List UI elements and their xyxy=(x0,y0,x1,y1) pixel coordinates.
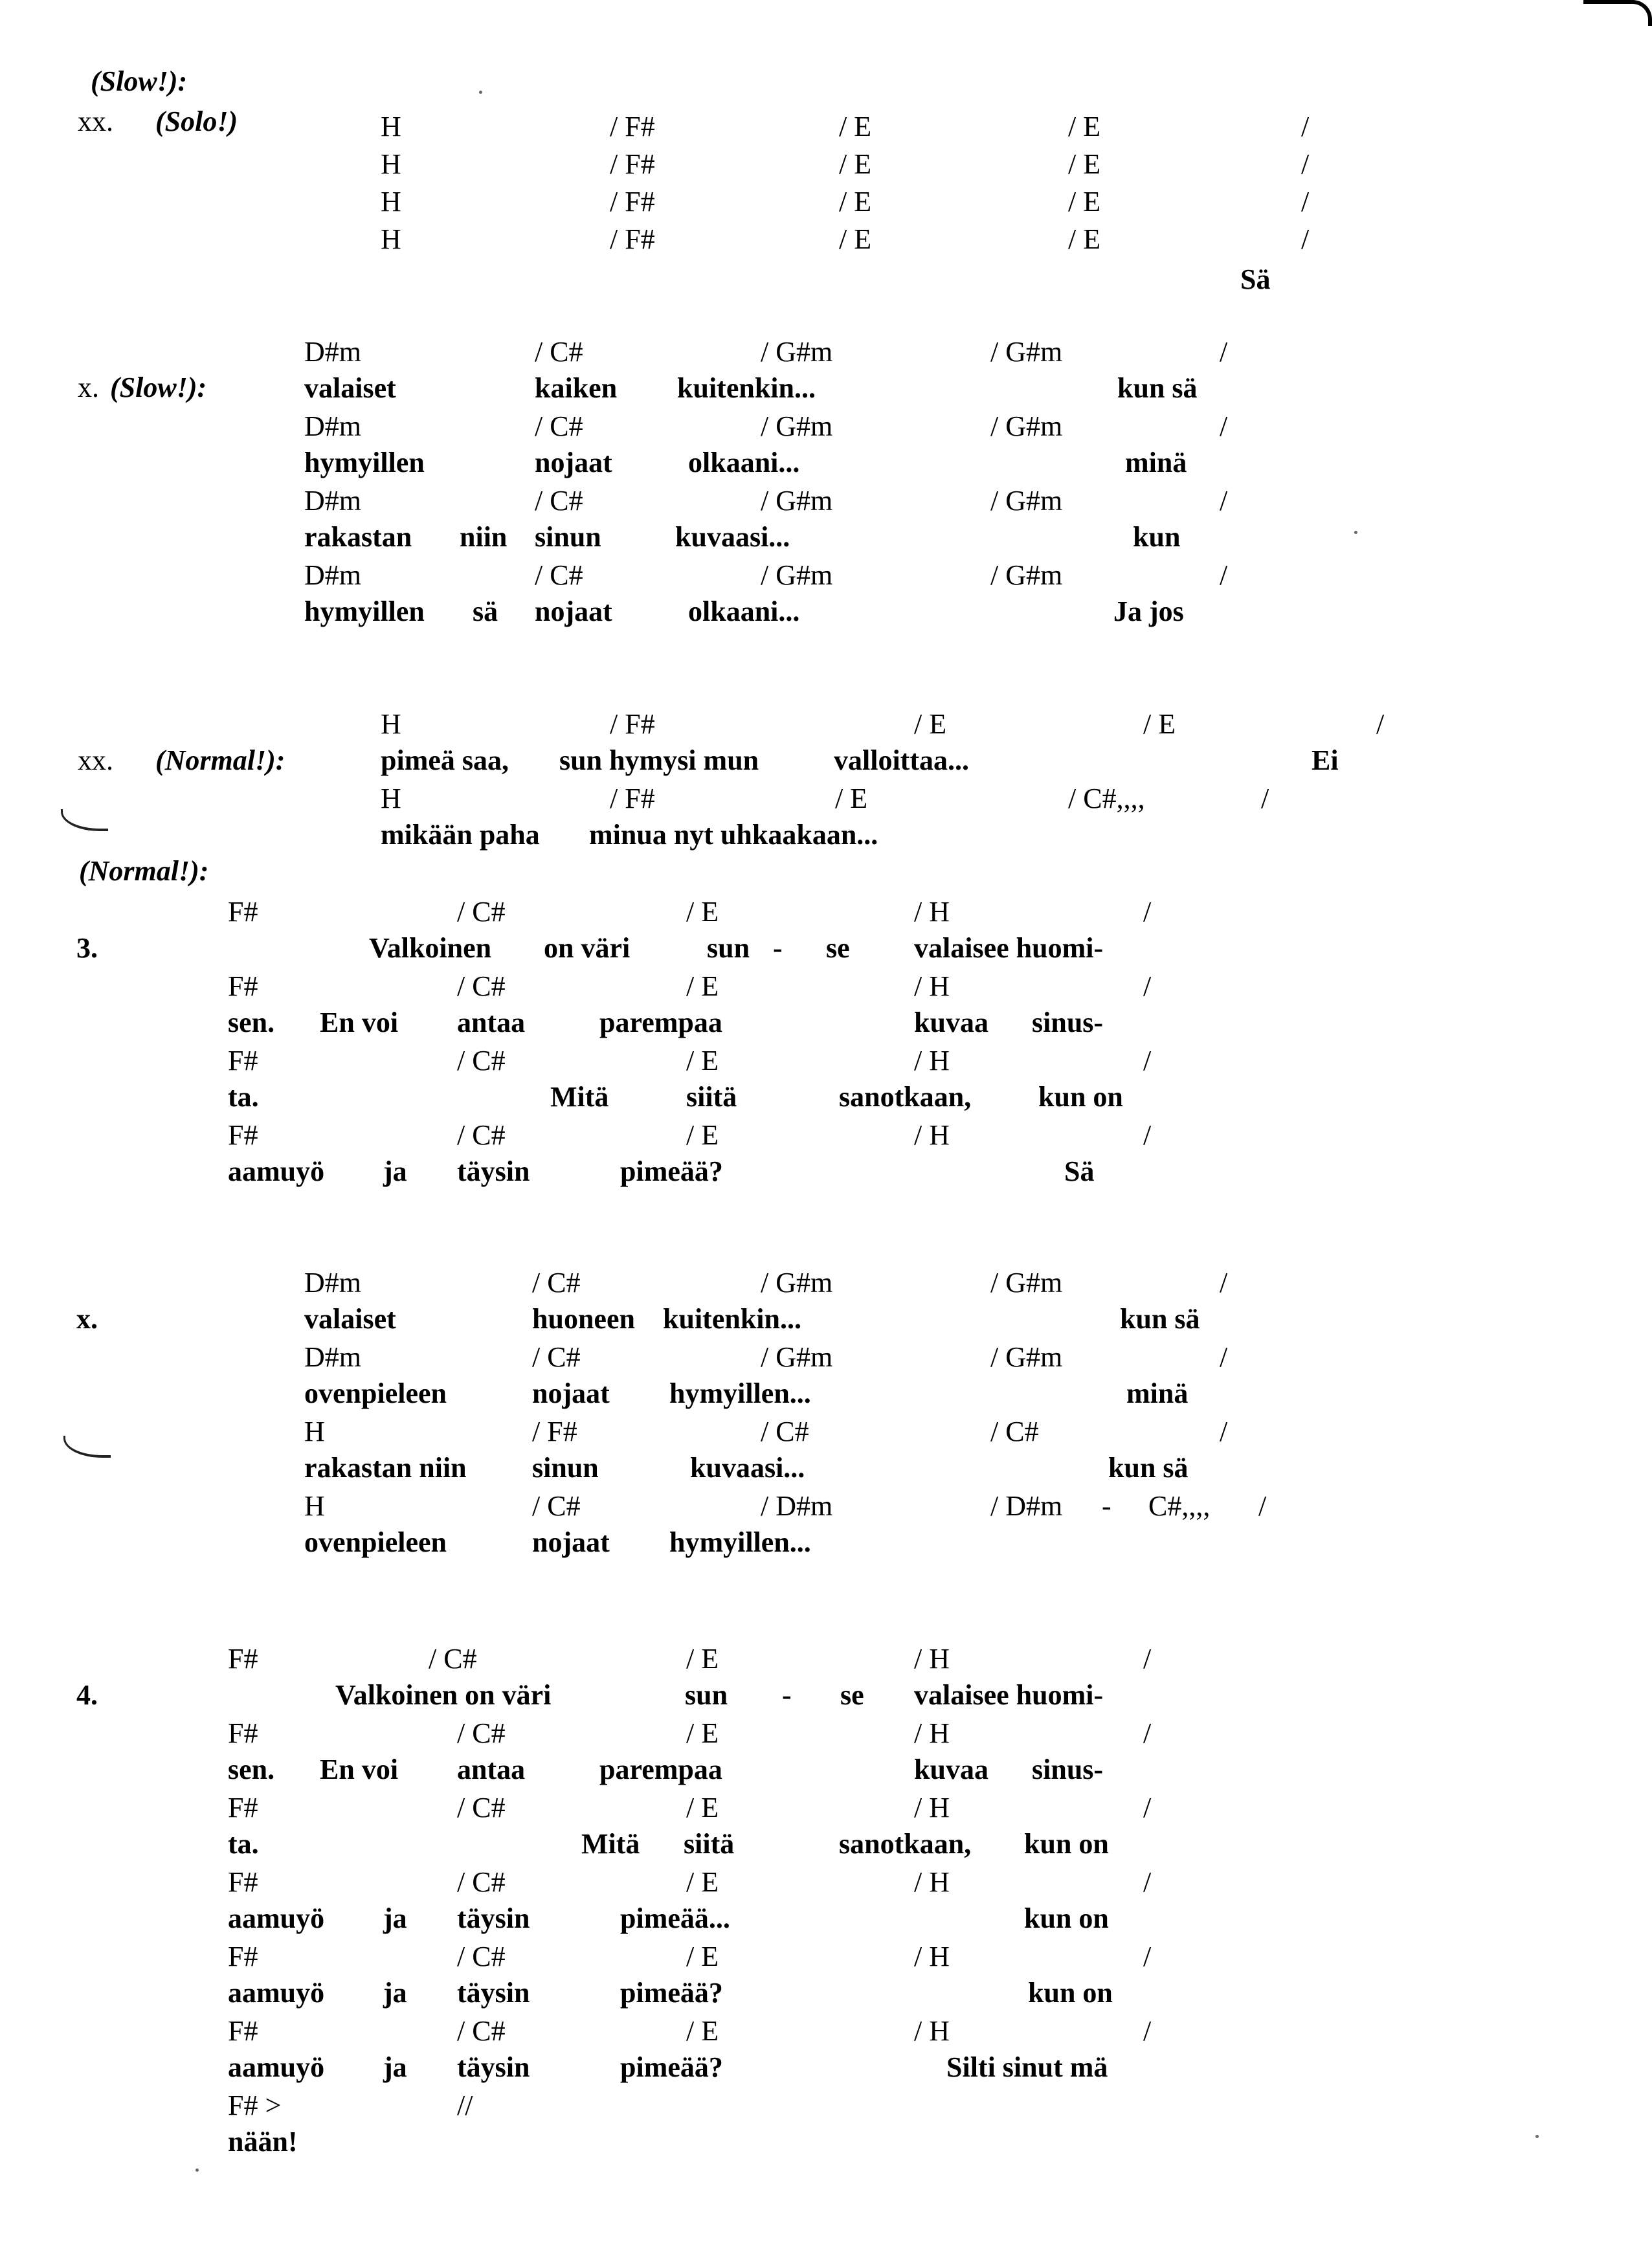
chord-symbol: / E xyxy=(839,148,872,180)
chord-symbol: / C# xyxy=(457,1792,506,1823)
chord-symbol: / C# xyxy=(457,1866,506,1898)
chord-symbol: H xyxy=(304,1416,325,1447)
lyric-word: se xyxy=(826,932,850,964)
chord-symbol: / E xyxy=(686,1866,719,1898)
lyric-word: ta. xyxy=(228,1828,259,1860)
chord-symbol: / H xyxy=(914,1643,950,1675)
chord-symbol: / xyxy=(1220,336,1228,368)
chord-symbol: F# xyxy=(228,1643,258,1675)
chord-symbol: / E xyxy=(686,970,719,1002)
lyric-word: täysin xyxy=(457,1155,530,1187)
chord-symbol: / E xyxy=(686,1792,719,1823)
chord-symbol: / E xyxy=(1068,148,1101,180)
lyric-word: huoneen xyxy=(532,1303,635,1335)
chord-symbol: / xyxy=(1143,1717,1152,1749)
chord-symbol: / G#m xyxy=(761,336,833,368)
lyric-word: kun on xyxy=(1028,1977,1113,2009)
chord-symbol: C#,,,, xyxy=(1148,1490,1211,1522)
lyric-word: antaa xyxy=(457,1754,526,1785)
lyric-word: valaiset xyxy=(304,372,396,404)
chord-symbol: / xyxy=(1261,783,1269,814)
lyric-word: kun on xyxy=(1024,1828,1109,1860)
lyric-word: nojaat xyxy=(535,447,612,478)
chord-symbol: / F# xyxy=(610,111,655,142)
chord-symbol: H xyxy=(381,186,401,217)
chord-symbol: / G#m xyxy=(990,485,1063,517)
chord-symbol: / xyxy=(1143,2015,1152,2047)
lyric-word: kun xyxy=(1133,521,1181,553)
lyric-word: olkaani... xyxy=(688,596,800,627)
lyric-word: kuvaasi... xyxy=(675,521,790,553)
chord-symbol: F# xyxy=(228,1045,258,1076)
chord-symbol: / E xyxy=(839,111,872,142)
lyric-word: ja xyxy=(383,2051,407,2083)
lyric-word: Mitä xyxy=(550,1081,609,1113)
chord-symbol: / xyxy=(1143,1045,1152,1076)
chord-symbol: / E xyxy=(686,896,719,928)
chord-symbol: / E xyxy=(686,2015,719,2047)
chord-symbol: / H xyxy=(914,1866,950,1898)
lyric-word: nojaat xyxy=(535,596,612,627)
lyric-word: sinus- xyxy=(1032,1754,1104,1785)
lyric-word: sen. xyxy=(228,1007,275,1038)
chord-symbol: / E xyxy=(686,1119,719,1151)
chord-symbol: - xyxy=(1102,1490,1111,1522)
lyric-word: pimeää? xyxy=(620,1977,723,2009)
lyric-word: minua nyt uhkaakaan... xyxy=(589,819,878,851)
lyric-word: hymyillen... xyxy=(669,1526,811,1558)
chord-symbol: / E xyxy=(1143,708,1176,740)
lyric-word: pimeää... xyxy=(620,1902,730,1934)
section-marker: xx. xyxy=(78,106,113,137)
chord-symbol: / G#m xyxy=(761,1341,833,1373)
chord-symbol: F# xyxy=(228,2015,258,2047)
lyric-word: hymyillen xyxy=(304,596,425,627)
lyric-word: valloittaa... xyxy=(834,744,969,776)
chord-symbol: / D#m xyxy=(990,1490,1063,1522)
lyric-word: sinus- xyxy=(1032,1007,1104,1038)
chord-symbol: H xyxy=(381,708,401,740)
chord-symbol: F# xyxy=(228,1792,258,1823)
lyric-word: kun on xyxy=(1024,1902,1109,1934)
lyric-word: ja xyxy=(383,1155,407,1187)
lyric-word: kun on xyxy=(1038,1081,1123,1113)
chord-symbol: / E xyxy=(835,783,868,814)
lyric-word: aamuyö xyxy=(228,1155,325,1187)
lyric-word: En voi xyxy=(320,1754,399,1785)
lyric-word: sen. xyxy=(228,1754,275,1785)
section-marker: x. xyxy=(76,1303,98,1335)
lyric-word: sä xyxy=(473,596,498,627)
section-marker: (Slow!): xyxy=(110,372,207,403)
lyric-word: täysin xyxy=(457,1902,530,1934)
chord-symbol: D#m xyxy=(304,559,361,591)
lyric-word: rakastan xyxy=(304,521,412,553)
lyric-word: täysin xyxy=(457,1977,530,2009)
chord-symbol: / G#m xyxy=(990,559,1063,591)
lyric-word: pimeää? xyxy=(620,1155,723,1187)
lyric-word: minä xyxy=(1125,447,1187,478)
scan-speck xyxy=(1354,531,1357,534)
lyric-word: sanotkaan, xyxy=(839,1828,972,1860)
chord-symbol: / xyxy=(1143,896,1152,928)
chord-symbol: / F# xyxy=(610,783,655,814)
lyric-word: kaiken xyxy=(535,372,618,404)
lyric-word: siitä xyxy=(686,1081,737,1113)
lyric-word: se xyxy=(840,1679,864,1711)
chord-symbol: / E xyxy=(1068,111,1101,142)
lyric-word: kuvaasi... xyxy=(690,1452,805,1484)
section-marker: (Solo!) xyxy=(155,106,238,137)
chord-symbol: / C# xyxy=(535,336,583,368)
chord-symbol: / G#m xyxy=(761,485,833,517)
chord-symbol: / xyxy=(1301,186,1310,217)
chord-symbol: / H xyxy=(914,1045,950,1076)
lyric-word: kun sä xyxy=(1120,1303,1200,1335)
chord-symbol: D#m xyxy=(304,410,361,442)
chord-symbol: / C# xyxy=(457,2015,506,2047)
chord-symbol: F# > xyxy=(228,2090,282,2121)
chord-symbol: / xyxy=(1220,1341,1228,1373)
lyric-word: Mitä xyxy=(581,1828,640,1860)
lyric-word: nään! xyxy=(228,2126,298,2157)
section-marker: xx. xyxy=(78,744,113,776)
lyric-word: ja xyxy=(383,1977,407,2009)
chord-symbol: / H xyxy=(914,896,950,928)
chord-symbol: / C# xyxy=(535,410,583,442)
lyric-word: nojaat xyxy=(532,1526,610,1558)
lyric-word: sun xyxy=(685,1679,728,1711)
chord-symbol: / E xyxy=(1068,223,1101,255)
section-marker: (Normal!): xyxy=(155,744,285,776)
lyric-word: sinun xyxy=(535,521,601,553)
lyric-word: sanotkaan, xyxy=(839,1081,972,1113)
chord-symbol: / xyxy=(1220,1267,1228,1299)
section-marker: 4. xyxy=(76,1679,98,1711)
chord-symbol: / H xyxy=(914,970,950,1002)
chord-symbol: / E xyxy=(686,1941,719,1972)
chord-symbol: / G#m xyxy=(990,1267,1063,1299)
lyric-word: valaisee huomi- xyxy=(914,1679,1104,1711)
lyric-word: ja xyxy=(383,1902,407,1934)
chord-symbol: / C# xyxy=(457,970,506,1002)
chord-symbol: / C# xyxy=(535,485,583,517)
lyric-word: sun xyxy=(707,932,750,964)
lyric-word: kuitenkin... xyxy=(677,372,816,404)
chord-symbol: / G#m xyxy=(761,559,833,591)
chord-symbol: / xyxy=(1301,223,1310,255)
chord-symbol: / G#m xyxy=(761,410,833,442)
lyric-word: hymyillen xyxy=(304,447,425,478)
chord-symbol: / H xyxy=(914,1119,950,1151)
chord-symbol: / xyxy=(1143,1643,1152,1675)
chord-symbol: / E xyxy=(686,1717,719,1749)
lyric-word: ovenpieleen xyxy=(304,1377,447,1409)
chord-symbol: / C# xyxy=(532,1341,581,1373)
lyric-word: nojaat xyxy=(532,1377,610,1409)
lyric-word: aamuyö xyxy=(228,1977,325,2009)
chord-symbol: / C# xyxy=(535,559,583,591)
lyric-word: Sä xyxy=(1240,263,1271,295)
chord-symbol: / E xyxy=(914,708,947,740)
scan-speck xyxy=(479,91,482,94)
lyric-word: Silti sinut mä xyxy=(946,2051,1108,2083)
chord-symbol: D#m xyxy=(304,1267,361,1299)
chord-symbol: / F# xyxy=(610,186,655,217)
lyric-word: Ja jos xyxy=(1113,596,1184,627)
lyric-word: parempaa xyxy=(599,1754,722,1785)
lyric-word: ta. xyxy=(228,1081,259,1113)
chord-symbol: / G#m xyxy=(990,410,1063,442)
page-corner-mark xyxy=(1583,0,1652,26)
chord-symbol: / C# xyxy=(990,1416,1039,1447)
section-marker: 3. xyxy=(76,932,98,964)
lyric-word: niin xyxy=(460,521,508,553)
chord-symbol: / xyxy=(1143,970,1152,1002)
lyric-word: ovenpieleen xyxy=(304,1526,447,1558)
lyric-word: on väri xyxy=(544,932,631,964)
lyric-word: olkaani... xyxy=(688,447,800,478)
section-marker: x. xyxy=(78,372,99,403)
lyric-word: siitä xyxy=(684,1828,735,1860)
lyric-word: antaa xyxy=(457,1007,526,1038)
chord-symbol: / H xyxy=(914,1792,950,1823)
chord-symbol: / C# xyxy=(457,896,506,928)
chord-symbol: / xyxy=(1143,1119,1152,1151)
chord-symbol: // xyxy=(457,2090,473,2121)
lyric-word: Valkoinen on väri xyxy=(335,1679,552,1711)
chord-symbol: / xyxy=(1143,1866,1152,1898)
chord-symbol: / C# xyxy=(457,1717,506,1749)
lyric-word: aamuyö xyxy=(228,2051,325,2083)
chord-symbol: / F# xyxy=(610,148,655,180)
chord-symbol: F# xyxy=(228,1119,258,1151)
chord-symbol: / xyxy=(1220,410,1228,442)
bracket-mark xyxy=(61,809,108,831)
chord-symbol: F# xyxy=(228,970,258,1002)
lyric-word: valaisee huomi- xyxy=(914,932,1104,964)
lyric-word: kuvaa xyxy=(914,1007,988,1038)
lyric-word: - xyxy=(782,1679,792,1711)
chord-symbol: / D#m xyxy=(761,1490,833,1522)
chord-symbol: F# xyxy=(228,1941,258,1972)
chord-symbol: / H xyxy=(914,1717,950,1749)
chord-symbol: / C# xyxy=(429,1643,477,1675)
chord-symbol: F# xyxy=(228,1717,258,1749)
lyric-word: mikään paha xyxy=(381,819,540,851)
chord-symbol: / xyxy=(1220,559,1228,591)
section-marker: (Slow!): xyxy=(91,65,188,97)
chord-symbol: H xyxy=(381,783,401,814)
lyric-word: - xyxy=(773,932,783,964)
chord-symbol: / C# xyxy=(532,1490,581,1522)
chord-symbol: / G#m xyxy=(990,336,1063,368)
chord-symbol: D#m xyxy=(304,485,361,517)
chord-symbol: / xyxy=(1143,1792,1152,1823)
chord-symbol: / xyxy=(1143,1941,1152,1972)
chord-symbol: H xyxy=(381,223,401,255)
chord-symbol: H xyxy=(304,1490,325,1522)
chord-symbol: / C# xyxy=(457,1941,506,1972)
chord-symbol: / G#m xyxy=(761,1267,833,1299)
chord-symbol: / F# xyxy=(532,1416,577,1447)
lyric-word: sinun xyxy=(532,1452,599,1484)
chord-symbol: / xyxy=(1220,1416,1228,1447)
lyric-word: valaiset xyxy=(304,1303,396,1335)
lyric-word: kun sä xyxy=(1108,1452,1189,1484)
bracket-mark xyxy=(63,1436,111,1458)
scan-speck xyxy=(195,2168,199,2172)
lyric-word: parempaa xyxy=(599,1007,722,1038)
chord-symbol: / E xyxy=(839,186,872,217)
lyric-word: rakastan niin xyxy=(304,1452,467,1484)
section-marker: (Normal!): xyxy=(79,855,209,887)
chord-symbol: / E xyxy=(686,1045,719,1076)
chord-symbol: / xyxy=(1258,1490,1267,1522)
lyric-word: aamuyö xyxy=(228,1902,325,1934)
lyric-word: pimeää? xyxy=(620,2051,723,2083)
chord-symbol: / xyxy=(1301,148,1310,180)
lyric-word: Sä xyxy=(1064,1155,1095,1187)
chord-symbol: / G#m xyxy=(990,1341,1063,1373)
chord-symbol: / H xyxy=(914,2015,950,2047)
lyric-word: Ei xyxy=(1312,744,1339,776)
chord-symbol: / H xyxy=(914,1941,950,1972)
chord-symbol: / F# xyxy=(610,223,655,255)
chord-symbol: D#m xyxy=(304,1341,361,1373)
lyric-word: En voi xyxy=(320,1007,399,1038)
chord-symbol: F# xyxy=(228,1866,258,1898)
chord-symbol: / C#,,,, xyxy=(1068,783,1145,814)
chord-symbol: / C# xyxy=(761,1416,809,1447)
lyric-word: kuvaa xyxy=(914,1754,988,1785)
lyric-word: minä xyxy=(1126,1377,1189,1409)
scan-speck xyxy=(1535,2135,1539,2138)
chord-symbol: / E xyxy=(839,223,872,255)
lyric-word: Valkoinen xyxy=(369,932,492,964)
chord-symbol: H xyxy=(381,148,401,180)
lyric-word: kun sä xyxy=(1117,372,1198,404)
lyric-word: kuitenkin... xyxy=(663,1303,801,1335)
chord-symbol: / xyxy=(1220,485,1228,517)
chord-symbol: / E xyxy=(686,1643,719,1675)
lyric-word: täysin xyxy=(457,2051,530,2083)
chord-symbol: / xyxy=(1376,708,1385,740)
chord-symbol: / C# xyxy=(457,1045,506,1076)
chord-symbol: / C# xyxy=(457,1119,506,1151)
lyric-word: pimeä saa, xyxy=(381,744,509,776)
chord-symbol: F# xyxy=(228,896,258,928)
chord-symbol: / xyxy=(1301,111,1310,142)
lyric-word: hymyillen... xyxy=(669,1377,811,1409)
lyric-word: sun hymysi mun xyxy=(559,744,759,776)
chord-symbol: / C# xyxy=(532,1267,581,1299)
chord-symbol: H xyxy=(381,111,401,142)
chord-symbol: / E xyxy=(1068,186,1101,217)
chord-symbol: / F# xyxy=(610,708,655,740)
chord-symbol: D#m xyxy=(304,336,361,368)
